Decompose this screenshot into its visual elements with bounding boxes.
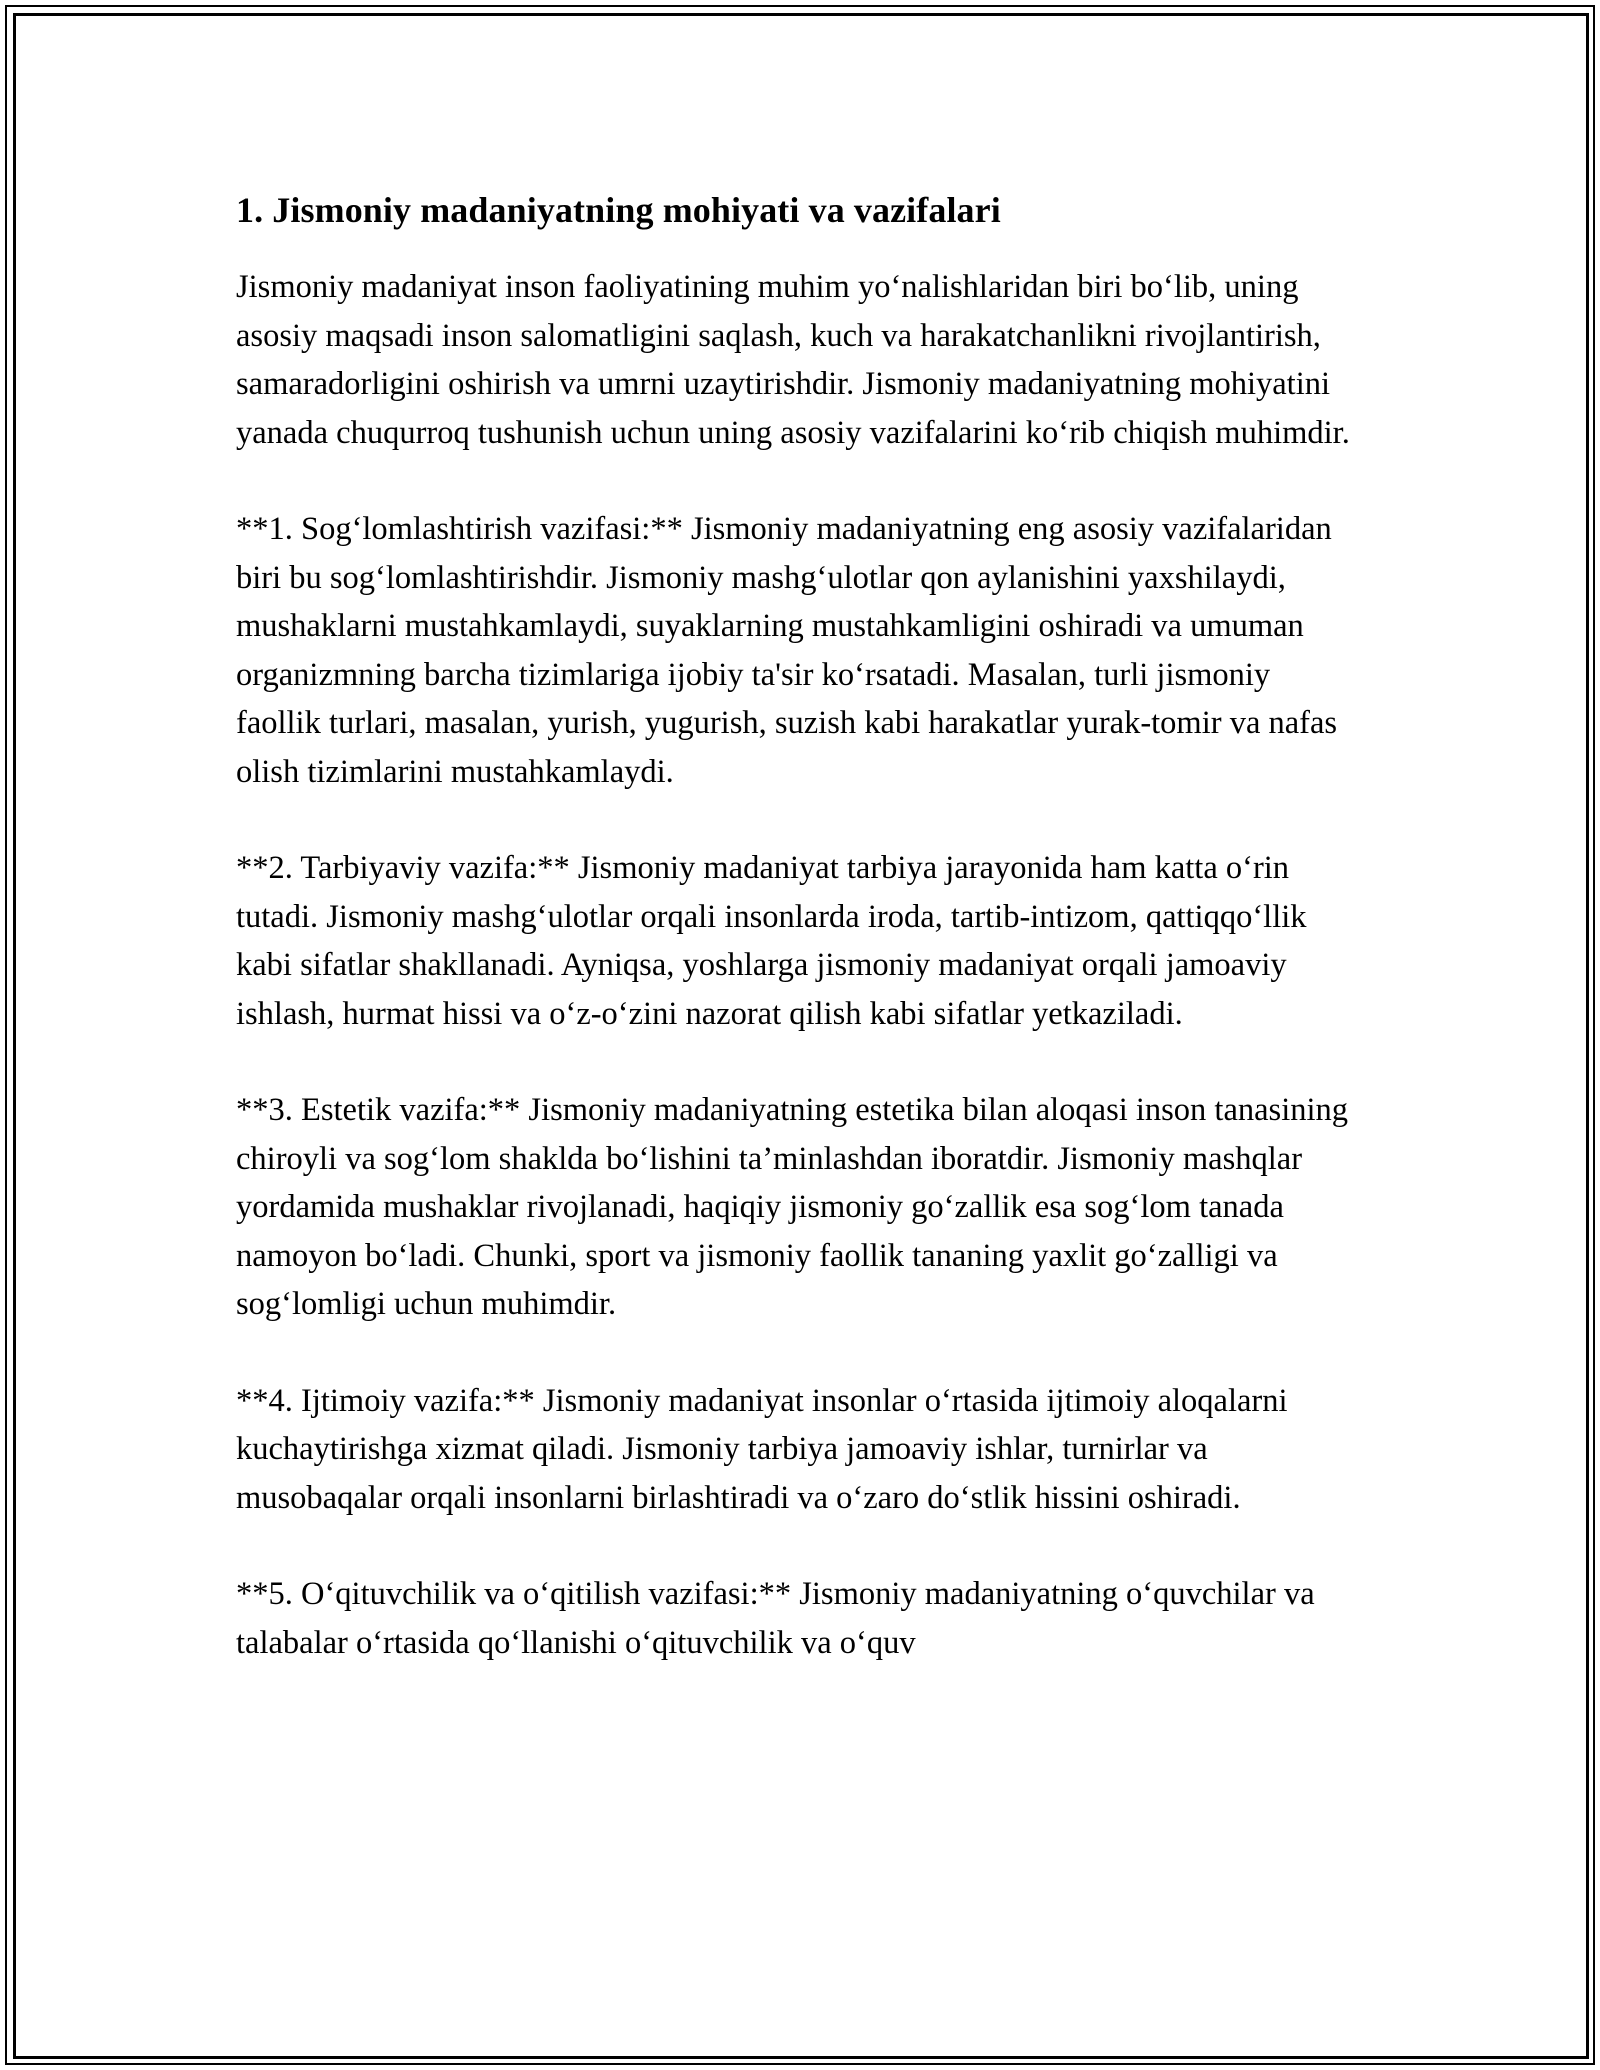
social-task-paragraph: **4. Ijtimoiy vazifa:** Jismoniy madaniyat insonlar o‘rtasida ijtimoiy aloqalarni kuchaytirishga xizmat qiladi. Jismoniy tarbiya jamoaviy ishlar, turnirlar va musobaqalar orqali insonlarni birlashtiradi va o‘zaro do‘stlik hissini oshiradi. <box>236 1382 1288 1516</box>
aesthetic-task-paragraph: **3. Estetik vazifa:** Jismoniy madaniyatning estetika bilan aloqasi inson tanasining chiroyli va sog‘lom shaklda bo‘lishini ta’minlashdan iboratdir. Jismoniy mashqlar yordamida mushaklar rivojlanadi, haqiqiy jismoniy go‘zallik esa sog‘lom tanada namoyon bo‘ladi. Chunki, sport va jismoniy faollik tananing yaxlit go‘zalligi va sog‘lomligi uchun muhimdir. <box>236 1092 1349 1322</box>
educational-task-paragraph: **2. Tarbiyaviy vazifa:** Jismoniy madaniyat tarbiya jarayonida ham katta o‘rin tutadi. Jismoniy mashg‘ulotlar orqali insonlarda iroda, tartib-intizom, qattiqqo‘llik kabi sifatlar shakllanadi. Ayniqsa, yoshlarga jismoniy madaniyat orqali jamoaviy ishlash, hurmat hissi va o‘z-o‘zini nazorat qilish kabi sifatlar yetkaziladi. <box>236 850 1307 1032</box>
introduction-paragraph: Jismoniy madaniyat inson faoliyatining muhim yo‘nalishlaridan biri bo‘lib, uning asosiy maqsadi inson salomatligini saqlash, kuch va harakatchanlikni rivojlantirish, samaradorligini oshirish va umrni uzaytirishdir. Jismoniy madaniyatning mohiyatini yanada chuqurroq tushunish uchun uning asosiy vazifalarini ko‘rib chiqish muhimdir. <box>236 269 1350 451</box>
document-page <box>236 185 1356 1667</box>
section-heading: 1. Jismoniy madaniyatning mohiyati va vazifalari <box>236 190 1001 230</box>
teaching-task-paragraph: **5. O‘qituvchilik va o‘qitilish vazifasi:** Jismoniy madaniyatning o‘quvchilar va talabalar o‘rtasida qo‘llanishi o‘qituvchilik va o‘quv <box>236 1576 1315 1661</box>
health-task-paragraph: **1. Sog‘lomlashtirish vazifasi:** Jismoniy madaniyatning eng asosiy vazifalaridan biri bu sog‘lomlashtirishdir. Jismoniy mashg‘ulotlar qon aylanishini yaxshilaydi, mushaklarni mustahkamlaydi, suyaklarning mustahkamligini oshiradi va umuman organizmning barcha tizimlariga ijobiy ta'sir ko‘rsatadi. Masalan, turli jismoniy faollik turlari, masalan, yurish, yugurish, suzish kabi harakatlar yurak-tomir va nafas olish tizimlarini mustahkamlaydi. <box>236 511 1338 790</box>
